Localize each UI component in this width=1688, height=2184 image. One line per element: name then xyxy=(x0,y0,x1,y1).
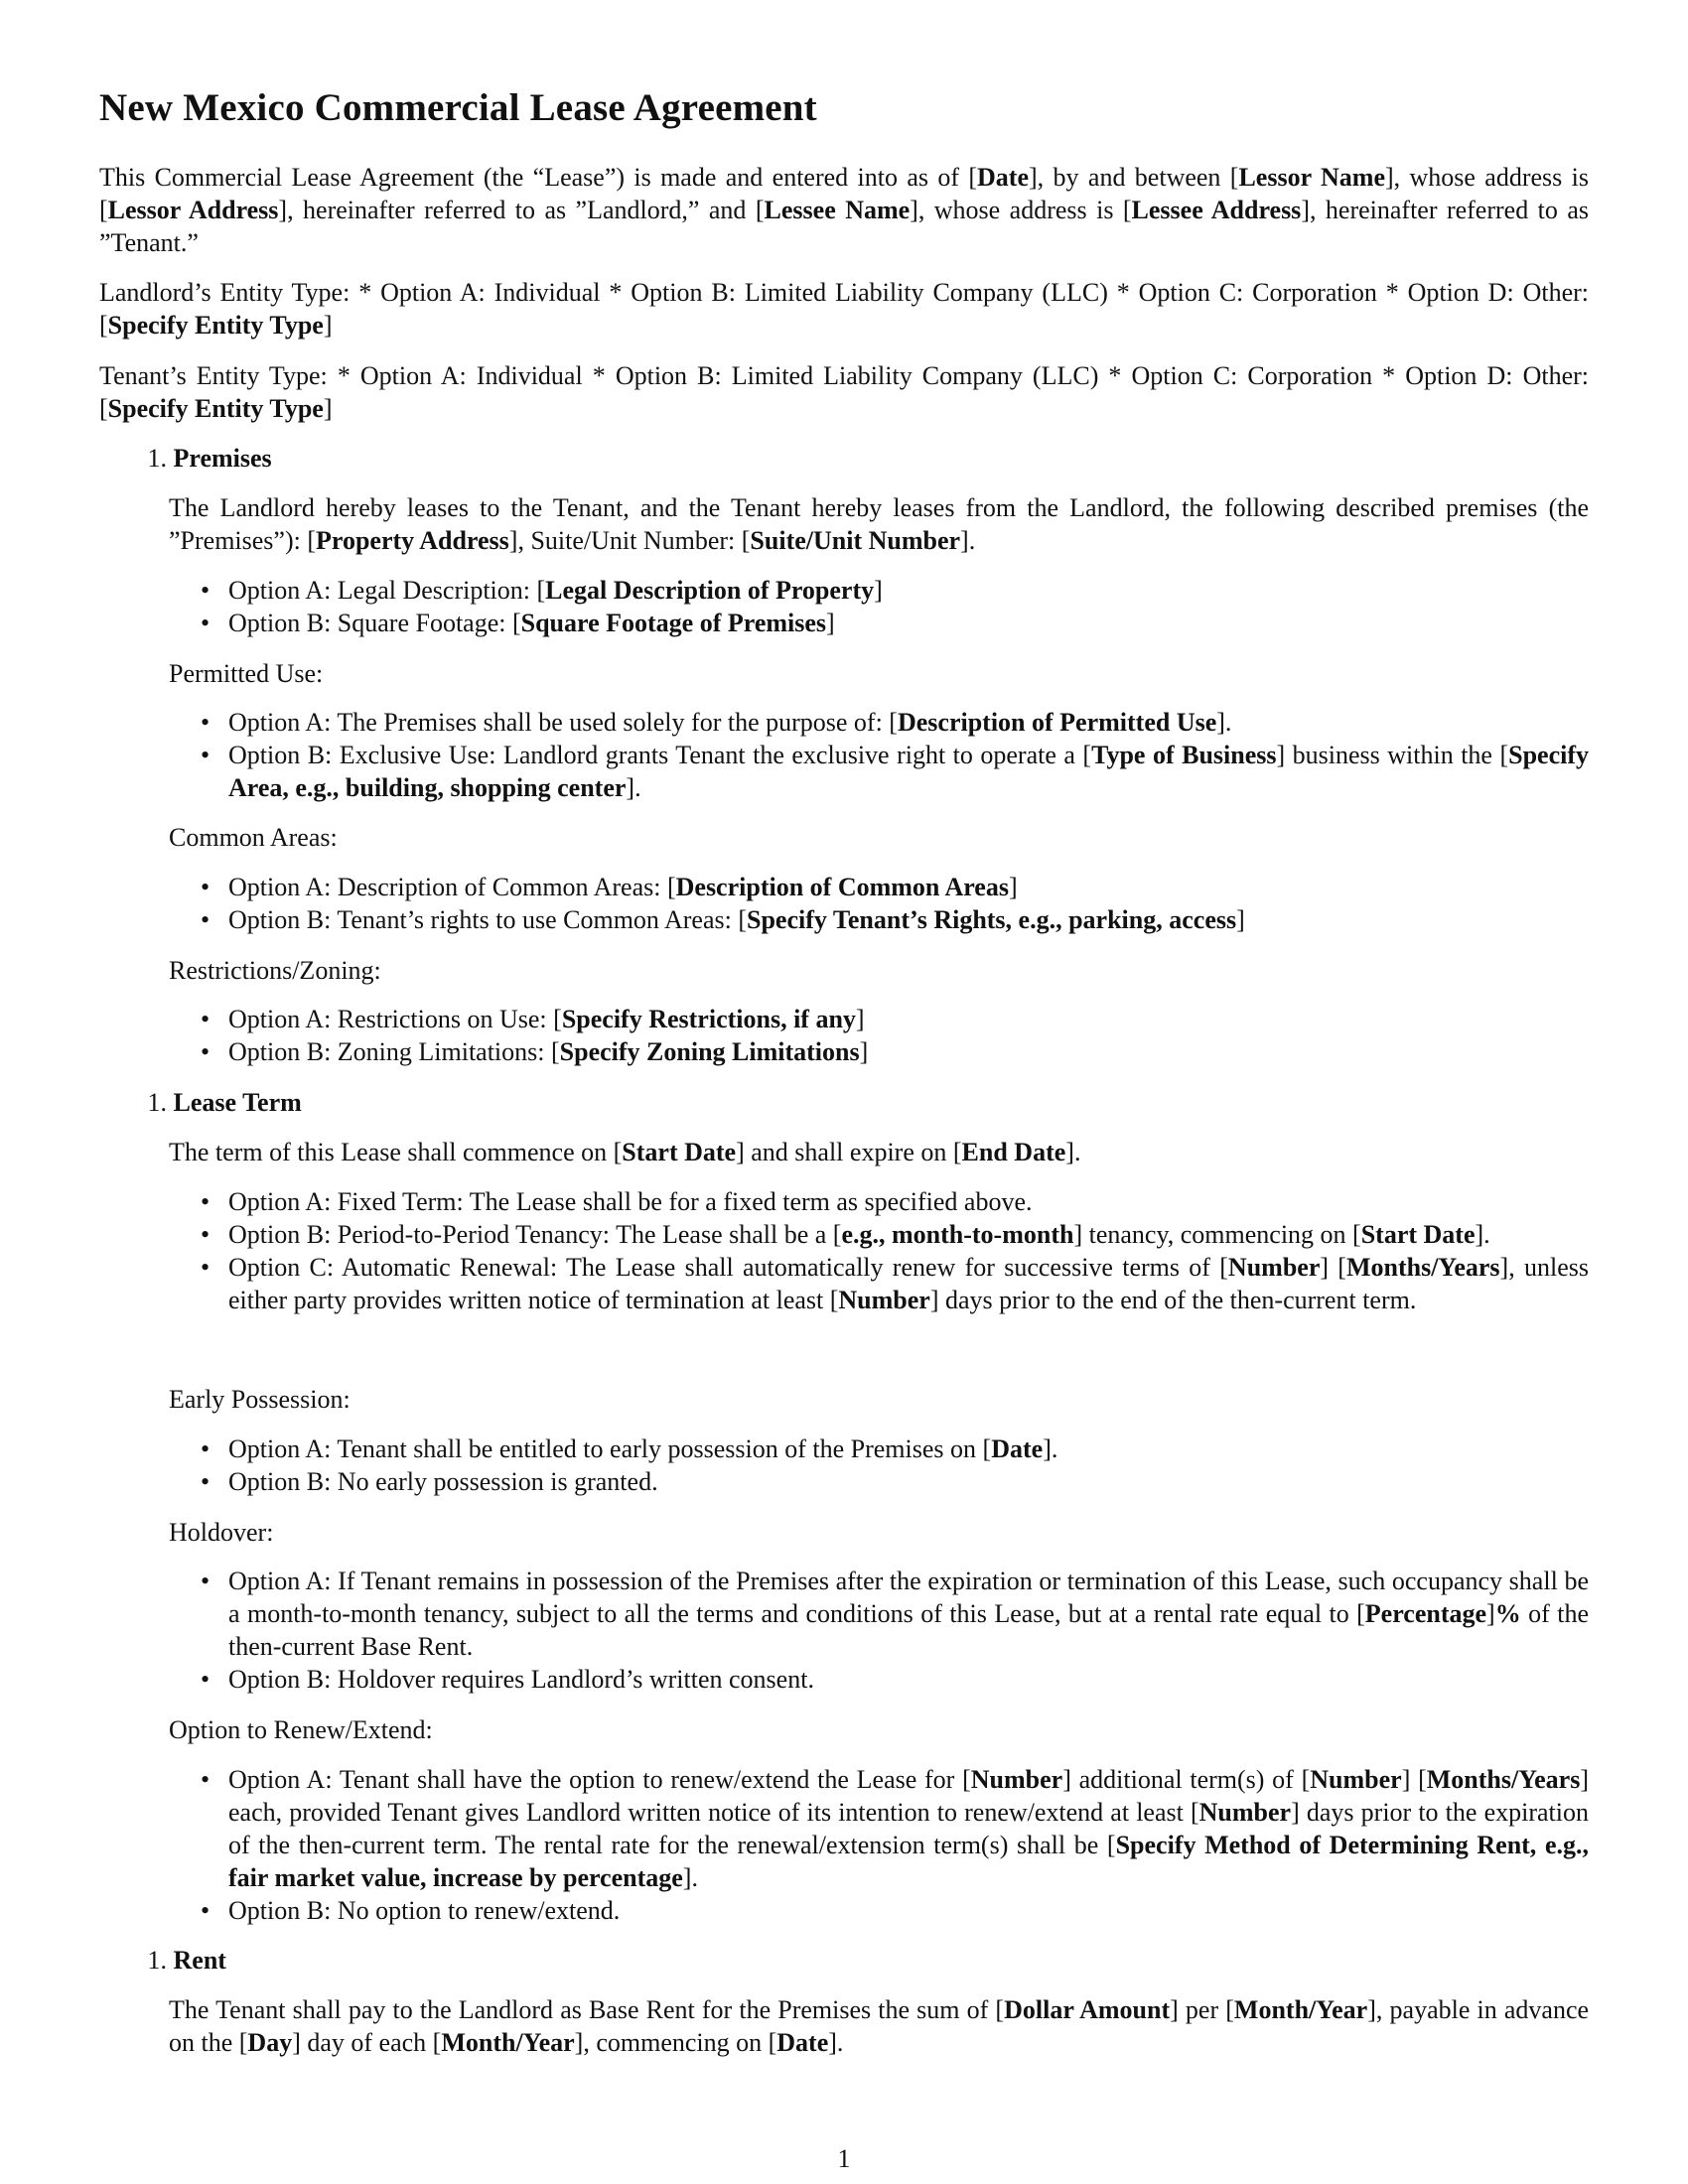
section-premises xyxy=(99,442,1589,475)
list-item: • Option C: Automatic Renewal: The Lease shall automatically renew for successive terms of [Number] [Months/Years], unless either party provides written notice of termination at least [Number] days prior to the end of the then-current term. xyxy=(228,1251,1589,1316)
list-item: • Option B: Zoning Limitations: [Specify Zoning Limitations] xyxy=(228,1035,1589,1068)
text: ]. xyxy=(960,526,976,555)
document-title: New Mexico Commercial Lease Agreement xyxy=(99,86,817,129)
holdover-list xyxy=(99,1565,1589,1696)
text: Landlord’s Entity Type: * Option A: Individual * Option B: Limited Liability Company (LLC) * Option C: Corporation * Option D: Other: [ xyxy=(99,278,1589,340)
list-item: • Option B: Period-to-Period Tenancy: The Lease shall be a [e.g., month-to-month] tenancy, commencing on [Start Date]. xyxy=(228,1218,1589,1251)
section-number: 1. xyxy=(147,1088,167,1117)
placeholder-field: Date xyxy=(977,163,1030,192)
text: The Landlord hereby leases to the Tenant, and the Tenant hereby leases from the Landlord, the following described premises (the ”Premises”): [ xyxy=(169,493,1589,555)
premises-paragraph xyxy=(169,491,1589,557)
placeholder-field: Specify Entity Type xyxy=(107,311,324,340)
permitted-use-list xyxy=(99,706,1589,804)
lease-term-paragraph: The term of this Lease shall commence on [Start Date] and shall expire on [End Date]. xyxy=(169,1138,1081,1166)
placeholder-field: Property Address xyxy=(316,526,509,555)
placeholder-field: Lessee Address xyxy=(1131,196,1302,224)
section-title: Rent xyxy=(173,1946,226,1975)
intro-paragraph xyxy=(99,161,1589,259)
premises-options-list xyxy=(99,574,1589,639)
section-number: 1. xyxy=(147,1946,167,1975)
text: ], hereinafter referred to as ”Tenant.” xyxy=(99,196,1589,257)
list-item: • Option A: If Tenant remains in possession of the Premises after the expiration or termination of this Lease, such occupancy shall be a month-to-month tenancy, subject to all the terms and conditions of this Lease, but at a rental rate equal to [Percentage]% of the then-current Base Rent. xyxy=(228,1565,1589,1663)
common-areas-label: Common Areas: xyxy=(169,823,338,852)
section-heading xyxy=(99,1944,1589,1977)
early-possession-label: Early Possession: xyxy=(169,1385,351,1414)
list-item: • Option A: Tenant shall have the option to renew/extend the Lease for [Number] additional term(s) of [Number] [Months/Years] each, provided Tenant gives Landlord written notice of its intention to renew/extend at least [Number] days prior to the expiration of the then-current term. The rental rate for the renewal/extension term(s) shall be [Specify Method of Determining Rent, e.g., fair market value, increase by percentage]. xyxy=(228,1763,1589,1894)
text: ], whose address is [ xyxy=(99,163,1589,224)
text: ], by and between [ xyxy=(1029,163,1239,192)
section-heading xyxy=(99,1086,1589,1119)
section-title: Lease Term xyxy=(173,1088,302,1117)
list-item: • Option A: Restrictions on Use: [Specify Restrictions, if any] xyxy=(228,1003,1589,1035)
renew-label: Option to Renew/Extend: xyxy=(169,1715,433,1744)
list-item: • Option A: Fixed Term: The Lease shall be for a fixed term as specified above. xyxy=(228,1185,1589,1218)
common-areas-list xyxy=(99,871,1589,936)
text: ], hereinafter referred to as ”Landlord,” and [ xyxy=(278,196,765,224)
document-page xyxy=(99,0,1589,2184)
section-title: Premises xyxy=(173,444,272,473)
holdover-label: Holdover: xyxy=(169,1518,274,1547)
list-item: • Option A: Legal Description: [Legal Description of Property] xyxy=(228,574,1589,607)
section-rent xyxy=(99,1944,1589,1977)
text: Tenant’s Entity Type: * Option A: Individual * Option B: Limited Liability Company (LLC) * Option C: Corporation * Option D: Other: [ xyxy=(99,361,1589,423)
text: This Commercial Lease Agreement (the “Lease”) is made and entered into as of [ xyxy=(99,163,978,192)
list-item: • Option B: No option to renew/extend. xyxy=(228,1894,1589,1927)
rent-paragraph: The Tenant shall pay to the Landlord as Base Rent for the Premises the sum of [Dollar Amount] per [Month/Year], payable in advance on the [Day] day of each [Month/Year], commencing on [Date]. xyxy=(169,1995,1590,2057)
restrictions-label: Restrictions/Zoning: xyxy=(169,956,381,985)
list-item: • Option B: No early possession is granted. xyxy=(228,1465,1589,1498)
list-item: • Option B: Tenant’s rights to use Common Areas: [Specify Tenant’s Rights, e.g., parking, access] xyxy=(228,903,1589,936)
list-item: • Option A: The Premises shall be used solely for the purpose of: [Description of Permitted Use]. xyxy=(228,706,1589,739)
permitted-use-label: Permitted Use: xyxy=(169,659,324,688)
list-item: • Option B: Holdover requires Landlord’s written consent. xyxy=(228,1663,1589,1696)
list-item: • Option B: Exclusive Use: Landlord grants Tenant the exclusive right to operate a [Type of Business] business within the [Specify Area, e.g., building, shopping center]. xyxy=(228,739,1589,804)
text: ], whose address is [ xyxy=(910,196,1132,224)
text: ] xyxy=(323,394,333,423)
section-heading xyxy=(99,442,1589,475)
page-number: 1 xyxy=(837,2144,851,2173)
restrictions-list xyxy=(99,1003,1589,1068)
placeholder-field: Specify Entity Type xyxy=(107,394,324,423)
renew-list xyxy=(99,1763,1589,1927)
early-possession-list xyxy=(99,1433,1589,1498)
list-item: • Option B: Square Footage: [Square Footage of Premises] xyxy=(228,607,1589,639)
list-item: • Option A: Description of Common Areas: [Description of Common Areas] xyxy=(228,871,1589,903)
tenant-entity-type xyxy=(99,359,1589,425)
landlord-entity-type xyxy=(99,276,1589,341)
placeholder-field: Lessor Address xyxy=(107,196,279,224)
section-number: 1. xyxy=(147,444,167,473)
placeholder-field: Lessee Name xyxy=(764,196,911,224)
placeholder-field: Lessor Name xyxy=(1238,163,1385,192)
section-lease-term xyxy=(99,1086,1589,1119)
placeholder-field: Suite/Unit Number xyxy=(750,526,961,555)
list-item: • Option A: Tenant shall be entitled to early possession of the Premises on [Date]. xyxy=(228,1433,1589,1465)
text: ] xyxy=(323,311,333,340)
lease-term-options-list xyxy=(99,1185,1589,1316)
text: ], Suite/Unit Number: [ xyxy=(508,526,751,555)
